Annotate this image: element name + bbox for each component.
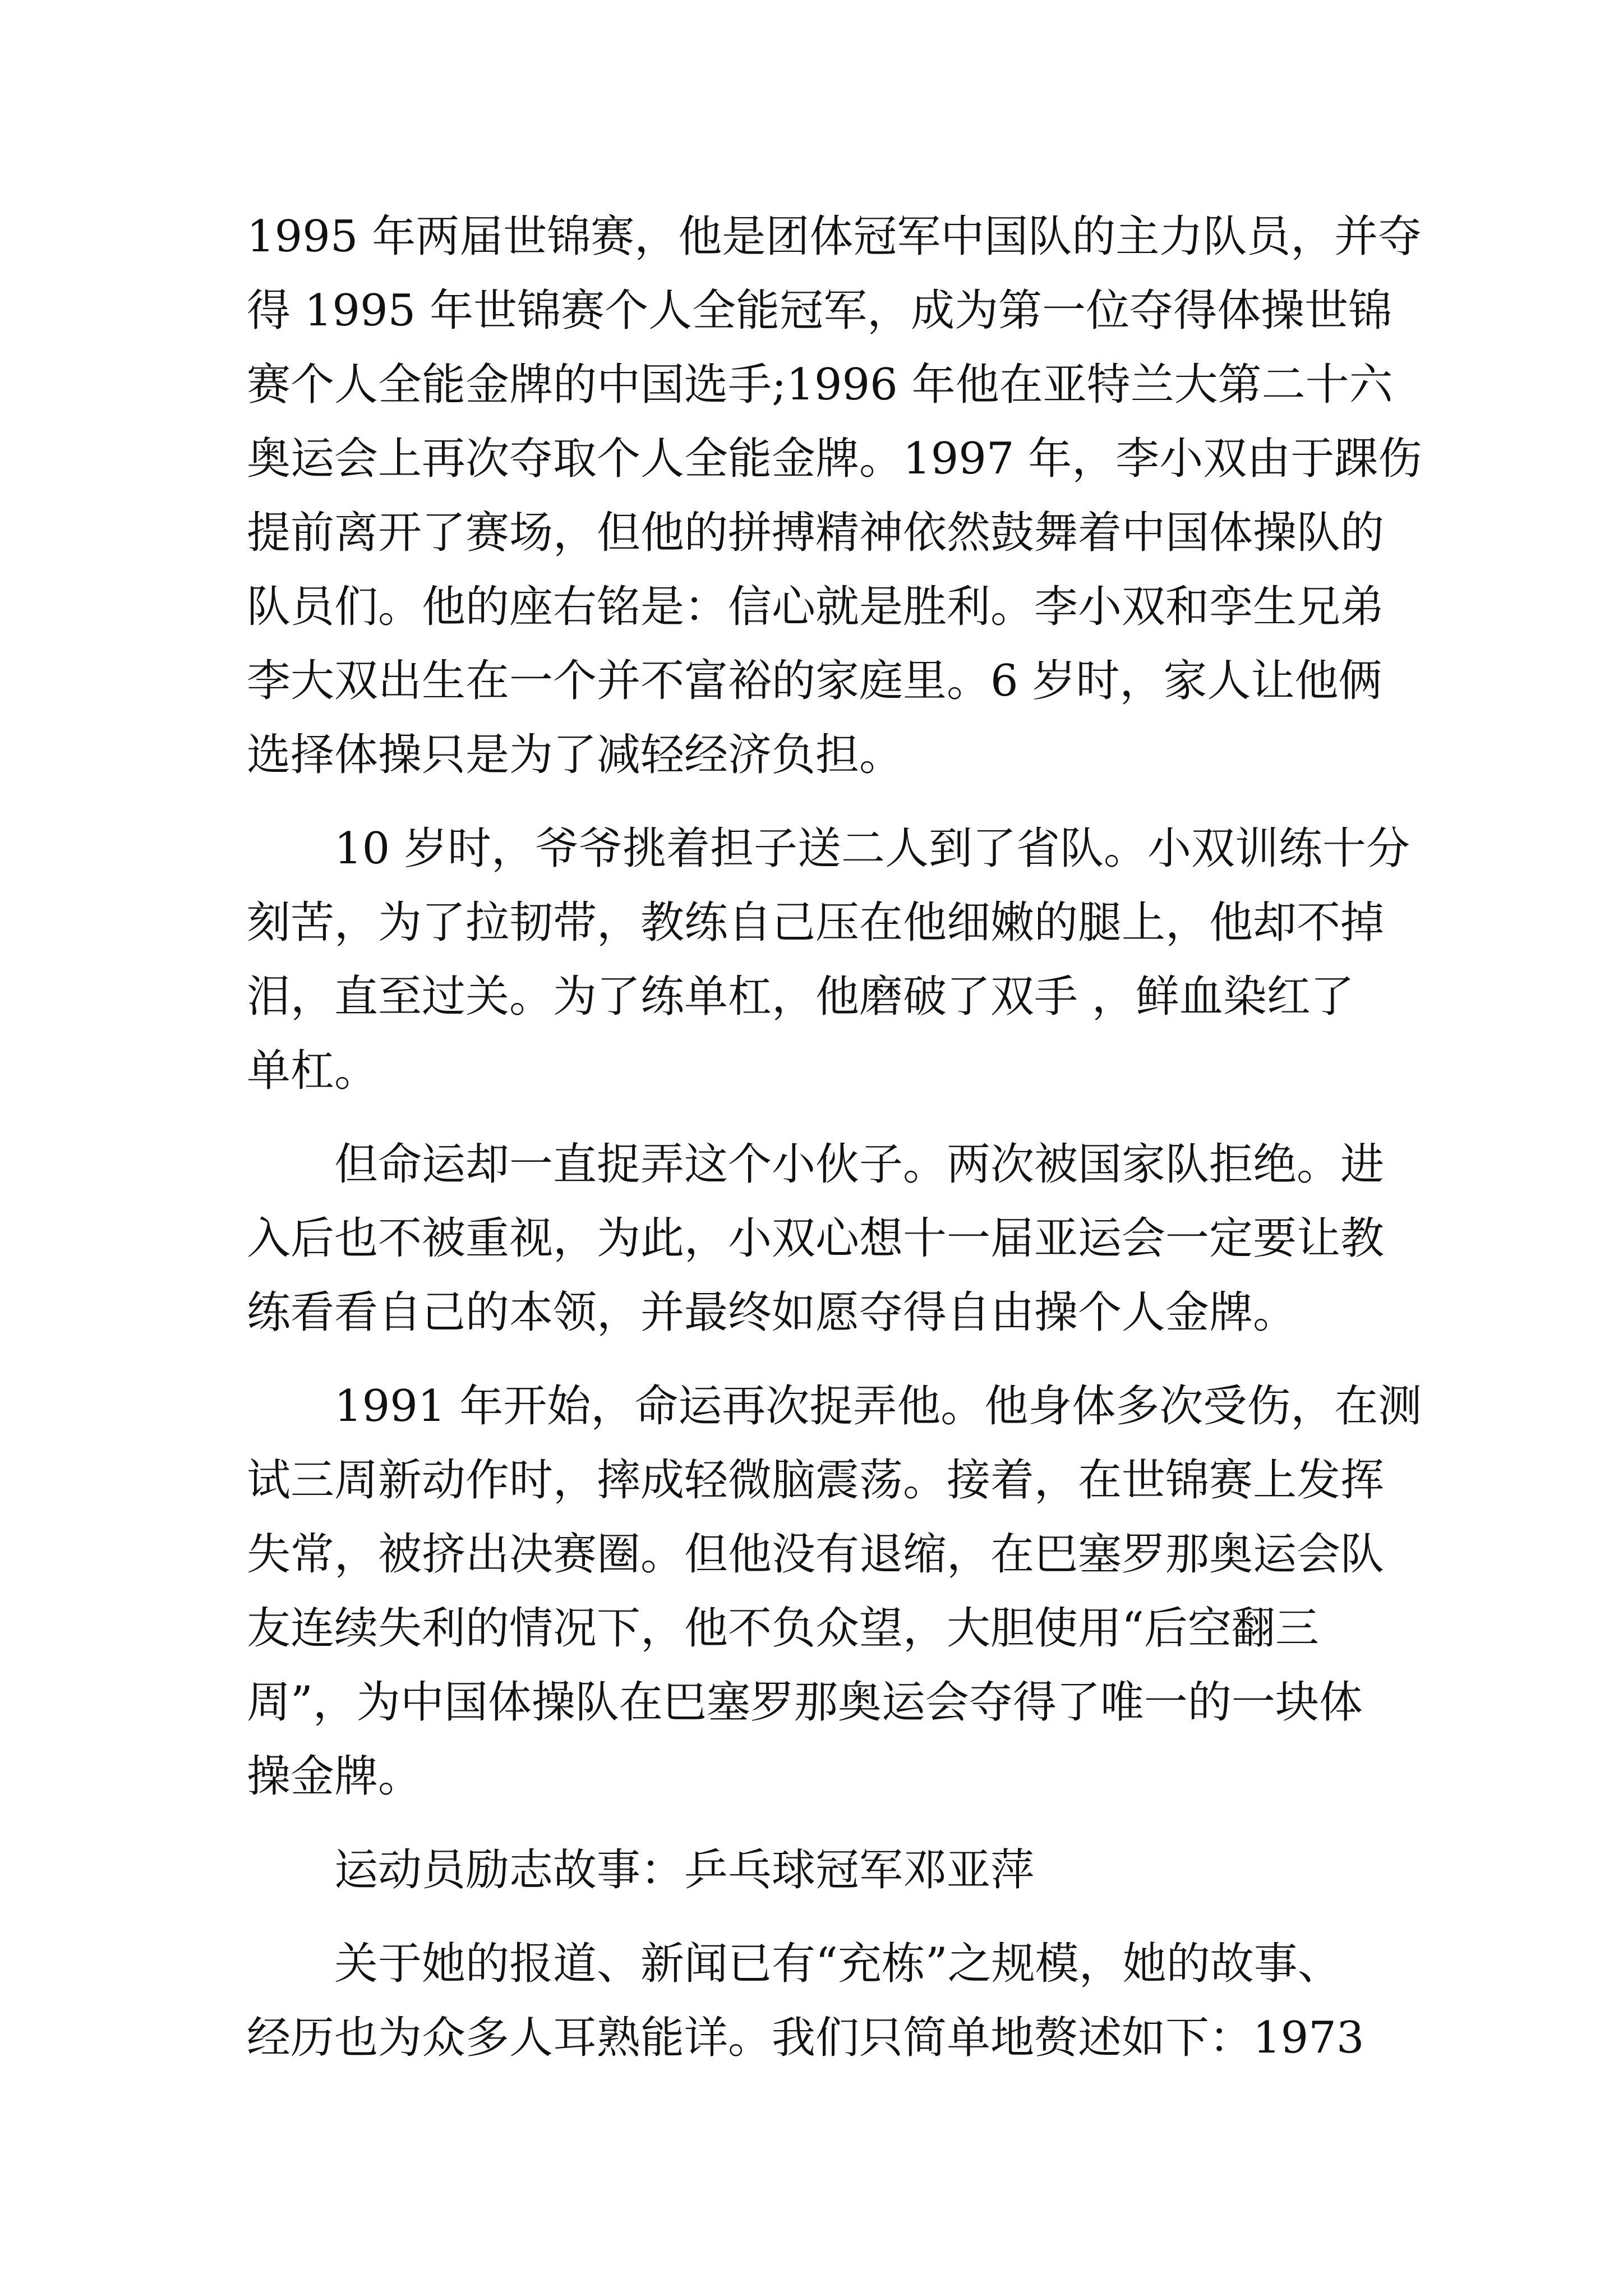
section-heading-deng-yaping bbox=[247, 1833, 1402, 1907]
text-line: 关于她的报道、新闻已有“充栋”之规模，她的故事、 bbox=[334, 1939, 1341, 1989]
text-line: 选择体操只是为了减轻经济负担。 bbox=[247, 730, 903, 780]
text-line: 泪，直至过关。为了练单杠，他磨破了双手 ，鲜血染红了 bbox=[247, 972, 1354, 1022]
text-line: 1991 年开始，命运再次捉弄他。他身体多次受伤，在测 bbox=[334, 1381, 1422, 1432]
text-line: 试三周新动作时，摔成轻微脑震荡。接着，在世锦赛上发挥 bbox=[247, 1455, 1385, 1506]
text-line: 失常，被挤出决赛圈。但他没有退缩，在巴塞罗那奥运会队 bbox=[247, 1529, 1385, 1580]
text-line: 赛个人全能金牌的中国选手;1996 年他在亚特兰大第二十六 bbox=[247, 360, 1393, 410]
text-line: 单杠。 bbox=[247, 1046, 379, 1096]
text-line: 提前离开了赛场，但他的拼搏精神依然鼓舞着中国体操队的 bbox=[247, 508, 1385, 558]
text-line: 周”，为中国体操队在巴塞罗那奥运会夺得了唯一的一块体 bbox=[247, 1677, 1363, 1728]
paragraph-training bbox=[247, 812, 1410, 1108]
text-line: 队员们。他的座右铭是：信心就是胜利。李小双和孪生兄弟 bbox=[247, 582, 1385, 632]
text-line: 练看看自己的本领，并最终如愿夺得自由操个人金牌。 bbox=[247, 1287, 1297, 1338]
paragraph-barcelona bbox=[247, 1369, 1422, 1814]
text-line: 运动员励志故事：乒乓球冠军邓亚萍 bbox=[334, 1845, 1035, 1895]
paragraph-setbacks bbox=[247, 1128, 1402, 1350]
text-line: 奥运会上再次夺取个人全能金牌。1997 年，李小双由于踝伤 bbox=[247, 434, 1422, 484]
text-line: 得 1995 年世锦赛个人全能冠军，成为第一位夺得体操世锦 bbox=[247, 286, 1393, 336]
text-line: 操金牌。 bbox=[247, 1751, 422, 1802]
paragraph-deng-yaping-intro bbox=[247, 1927, 1402, 2075]
document-body bbox=[247, 200, 1422, 2075]
text-line: 经历也为众多人耳熟能详。我们只简单地赘述如下：1973 bbox=[247, 2013, 1364, 2063]
paragraph-li-xiaoshuang-career bbox=[247, 200, 1422, 792]
text-line: 刻苦，为了拉韧带，教练自己压在他细嫩的腿上，他却不掉 bbox=[247, 898, 1385, 948]
text-line: 李大双出生在一个并不富裕的家庭里。6 岁时，家人让他俩 bbox=[247, 656, 1382, 706]
text-line: 1995 年两届世锦赛，他是团体冠军中国队的主力队员，并夺 bbox=[247, 211, 1422, 262]
text-line: 10 岁时，爷爷挑着担子送二人到了省队。小双训练十分 bbox=[334, 823, 1410, 874]
text-line: 友连续失利的情况下，他不负众望，大胆使用“后空翻三 bbox=[247, 1603, 1319, 1654]
text-line: 入后也不被重视，为此，小双心想十一届亚运会一定要让教 bbox=[247, 1213, 1385, 1264]
text-line: 但命运却一直捉弄这个小伙子。两次被国家队拒绝。进 bbox=[334, 1139, 1385, 1190]
